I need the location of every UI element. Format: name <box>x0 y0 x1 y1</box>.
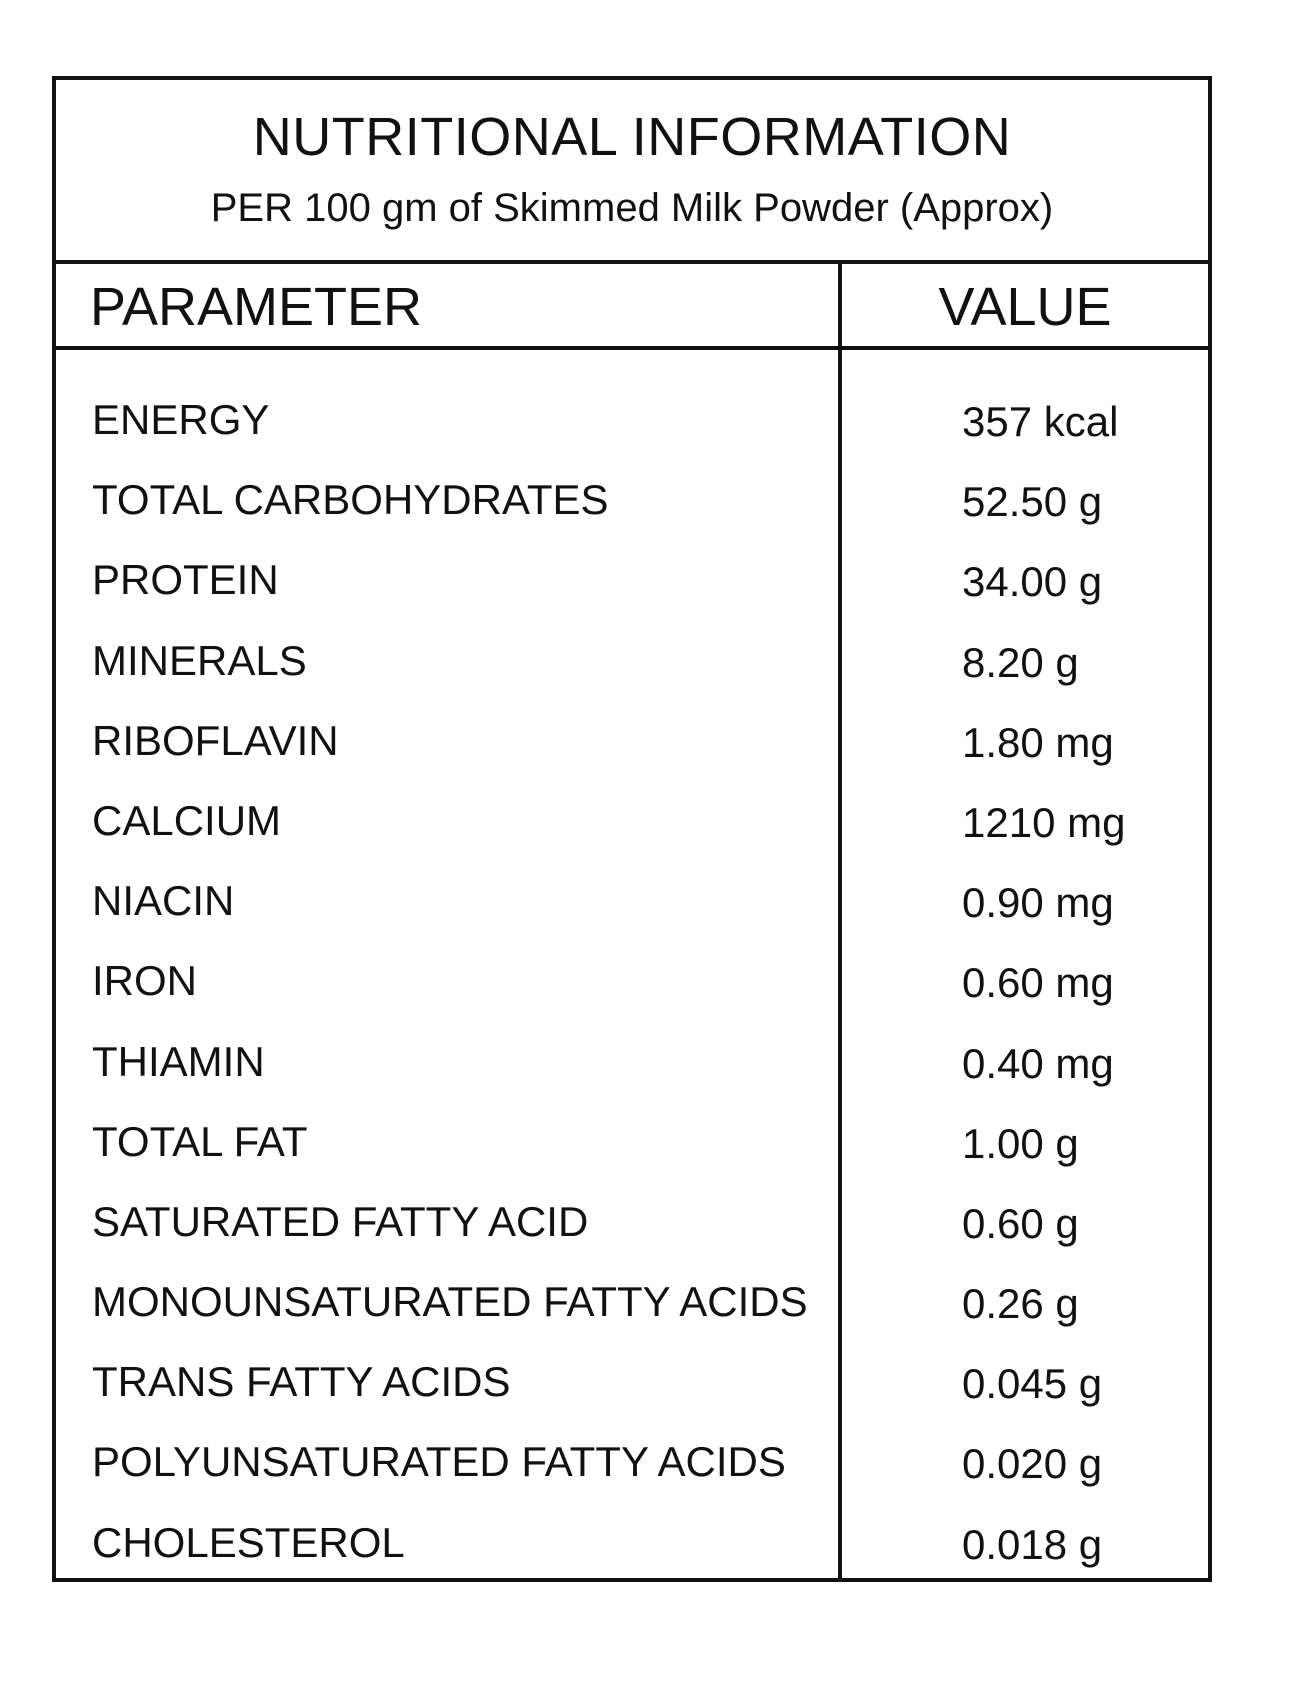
row-value: 0.020 g <box>962 1440 1103 1488</box>
row-value: 1.00 g <box>962 1119 1079 1167</box>
row-value: 0.40 mg <box>962 1039 1114 1087</box>
table-row <box>56 1190 1208 1270</box>
row-parameter: IRON <box>92 957 197 1005</box>
table-row <box>56 1270 1208 1350</box>
title-block <box>56 80 1208 264</box>
nutrient-rows <box>56 388 1208 1591</box>
row-parameter: POLYUNSATURATED FATTY ACIDS <box>92 1438 786 1486</box>
row-parameter: TRANS FATTY ACIDS <box>92 1358 511 1406</box>
row-parameter: CALCIUM <box>92 796 282 844</box>
table-row <box>56 388 1208 468</box>
row-value: 1210 mg <box>962 798 1126 846</box>
row-value: 357 kcal <box>962 398 1119 445</box>
row-parameter: THIAMIN <box>92 1037 265 1085</box>
nutrition-table <box>52 76 1212 1582</box>
row-parameter: TOTAL CARBOHYDRATES <box>92 476 609 524</box>
row-value: 0.60 g <box>962 1199 1079 1247</box>
table-row <box>56 548 1208 628</box>
row-parameter: PROTEIN <box>92 556 279 604</box>
header-row <box>56 264 1208 350</box>
row-parameter: ENERGY <box>92 396 270 443</box>
table-row <box>56 869 1208 949</box>
row-value: 0.018 g <box>962 1520 1103 1568</box>
row-parameter: MINERALS <box>92 636 307 684</box>
row-parameter: TOTAL FAT <box>92 1117 308 1165</box>
table-row <box>56 949 1208 1029</box>
table-title: NUTRITIONAL INFORMATION <box>252 107 1012 167</box>
table-row <box>56 1030 1208 1110</box>
row-parameter: CHOLESTEROL <box>92 1518 405 1566</box>
row-parameter: MONOUNSATURATED FATTY ACIDS <box>92 1278 808 1326</box>
table-row <box>56 709 1208 789</box>
table-row <box>56 629 1208 709</box>
table-row <box>56 1350 1208 1430</box>
row-value: 0.26 g <box>962 1280 1079 1328</box>
row-parameter: SATURATED FATTY ACID <box>92 1197 589 1245</box>
row-value: 0.045 g <box>962 1360 1103 1408</box>
table-row <box>56 789 1208 869</box>
table-row <box>56 468 1208 548</box>
header-value: VALUE <box>938 277 1112 337</box>
table-subtitle: PER 100 gm of Skimmed Milk Powder (Approx) <box>210 186 1054 230</box>
row-value: 0.60 mg <box>962 959 1114 1007</box>
table-row <box>56 1430 1208 1510</box>
row-parameter: RIBOFLAVIN <box>92 716 339 764</box>
table-row <box>56 1511 1208 1591</box>
table-row <box>56 1110 1208 1190</box>
row-value: 0.90 mg <box>962 879 1114 927</box>
row-value: 52.50 g <box>962 478 1103 526</box>
row-value: 8.20 g <box>962 638 1079 686</box>
header-parameter: PARAMETER <box>90 277 423 337</box>
row-parameter: NIACIN <box>92 877 235 925</box>
row-value: 34.00 g <box>962 558 1103 606</box>
row-value: 1.80 mg <box>962 718 1114 766</box>
